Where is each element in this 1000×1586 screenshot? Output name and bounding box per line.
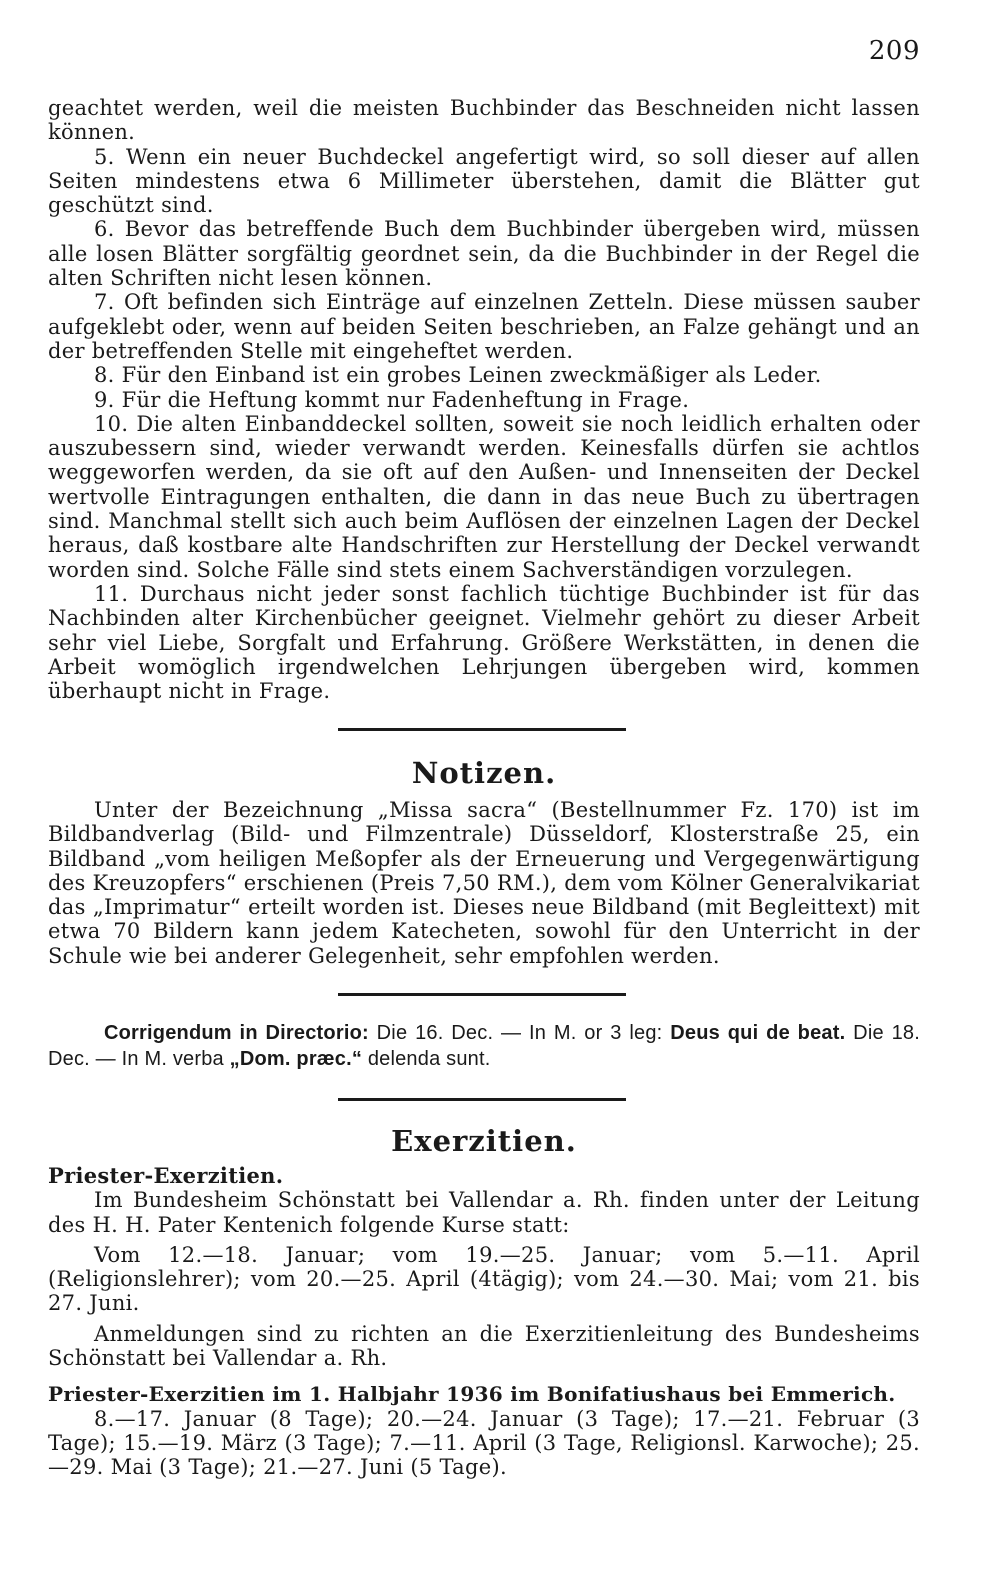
corrigendum-text-1: Die 16. Dec. — In M. or 3 leg: [368,1022,671,1044]
exerzitien-paragraph-2: Vom 12.—18. Januar; vom 19.—25. Januar; vom 5.—11. April (Religionslehrer); vom 20.—25. April (4tägig); vom 24.—30. Mai; vom 21. bis 27. Juni. [48,1242,920,1316]
item-11: 11. Durchaus nicht jeder sonst fachlich tüchtige Buchbinder ist für das Nachbinden alter Kirchenbücher geeignet. Vielmehr gehört zu dieser Arbeit sehr viel Liebe, Sorgfalt und Erfahrung. Größere Werkstätten, in denen die Arbeit womöglich irgendwelchen Lehrjungen übergeben wird, kommen überhaupt nicht in Frage. [48,581,920,704]
notizen-paragraph: Unter der Bezeichnung „Missa sacra“ (Bestellnummer Fz. 170) ist im Bildbandverlag (Bild- und Filmzentrale) Düsseldorf, Klosterstraße 25, ein Bildband „vom heiligen Meßopfer als der Erneuerung und Vergegenwärtigung des Kreuzopfers“ erschienen (Preis 7,50 RM.), dem vom Kölner Generalvikariat das „Imprimatur“ erteilt worden ist. Dieses neue Bildband (mit Begleittext) mit etwa 70 Bildern kann jedem Katecheten, sowohl für den Unterricht in der Schule wie bei anderer Gelegenheit, sehr empfohlen werden. [48,798,920,968]
corrigendum-label: Corrigendum in Directorio: [104,1022,369,1044]
divider-3 [338,1098,626,1101]
item-8: 8. Für den Einband ist ein grobes Leinen zweckmäßiger als Leder. [94,363,822,388]
item-7: 7. Oft befinden sich Einträge auf einzelnen Zetteln. Diese müssen sauber aufgeklebt oder, wenn auf beiden Seiten beschrieben, an Falze gehängt und an der betreffenden Stelle mit eingeheftet werden. [48,290,920,363]
exerzitien-paragraph-1: Im Bundesheim Schönstatt bei Vallendar a. Rh. finden unter der Leitung des H. H. Pater Kentenich folgende Kurse statt: [48,1188,920,1237]
exerzitien-heading: Exerzitien. [391,1124,577,1158]
corrigendum [48,1020,920,1072]
exerzitien-paragraph-4: 8.—17. Januar (8 Tage); 20.—24. Januar (3 Tage); 17.—21. Februar (3 Tage); 15.—19. März (3 Tage); 7.—11. April (3 Tage, Religionsl. Karwoche); 25.—29. Mai (3 Tage); 21.—27. Juni (5 Tage). [48,1406,920,1480]
item-5: 5. Wenn ein neuer Buchdeckel angefertigt wird, so soll dieser auf allen Seiten mindestens etwa 6 Millimeter überstehen, damit die Blätter gut geschützt sind. [48,144,920,218]
exerzitien-section [48,1164,920,1480]
item-9: 9. Für die Heftung kommt nur Fadenheftung in Frage. [94,387,690,412]
divider-1 [338,728,626,731]
exerzitien-paragraph-3: Anmeldungen sind zu richten an die Exerzitienleitung des Bundesheims Schönstatt bei Vallendar a. Rh. [48,1321,920,1371]
corrigendum-text-2: Die 18. Dec. — In M. verba [48,1022,920,1070]
binding-instructions [48,96,920,703]
corrigendum-bold-2: „Dom. præc.“ [229,1048,363,1070]
page-number: 209 [868,36,920,66]
corrigendum-paragraph [48,1020,920,1072]
corrigendum-bold-1: Deus qui de beat. [670,1022,846,1044]
exerzitien-subheading-2: Priester-Exerzitien im 1. Halbjahr 1936 im Bonifatiushaus bei Emmerich. [48,1382,896,1407]
notizen-heading: Notizen. [411,756,557,790]
notizen-section [48,798,920,968]
continuation-paragraph: geachtet werden, weil die meisten Buchbinder das Beschneiden nicht lassen können. [48,96,920,145]
exerzitien-subheading-1: Priester-Exerzitien. [48,1163,284,1188]
item-10: 10. Die alten Einbanddeckel sollten, soweit sie noch leidlich erhalten oder auszubessern sind, wieder verwandt werden. Keinesfalls dürfen sie achtlos weggeworfen werden, da sie oft auf den Außen- und Innenseiten der Deckel wertvolle Eintragungen enthalten, die dann in das neue Buch zu übertragen sind. Manchmal stellt sich auch beim Auflösen der einzelnen Lagen der Deckel heraus, daß kostbare alte Handschriften zur Herstellung der Deckel verwandt worden sind. Solche Fälle sind stets einem Sachverständigen vorzulegen. [48,411,920,582]
corrigendum-text-3: delenda sunt. [362,1048,491,1070]
item-6: 6. Bevor das betreffende Buch dem Buchbinder übergeben wird, müssen alle losen Blätter sorgfältig geordnet sein, da die Buchbinder in der Regel die alten Schriften nicht lesen können. [48,217,920,291]
divider-2 [338,993,626,996]
